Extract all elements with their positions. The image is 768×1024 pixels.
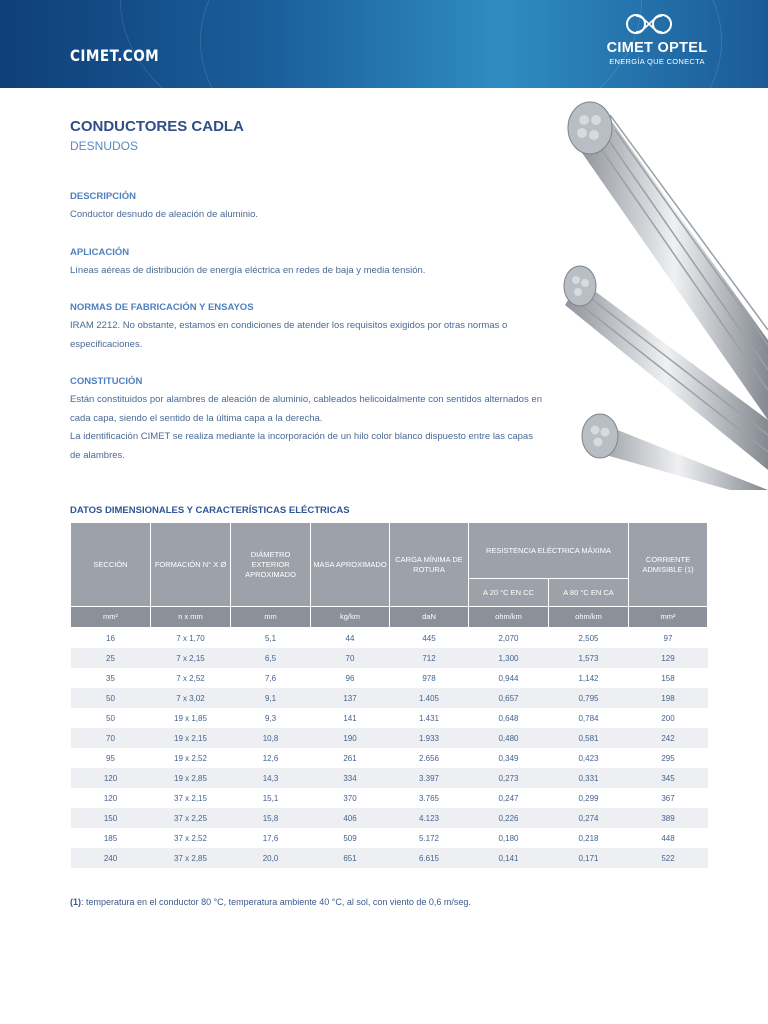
table-cell: 2,070 <box>498 633 519 643</box>
table-cell: 0,944 <box>498 673 519 683</box>
table-cell: 522 <box>629 848 708 868</box>
site-url[interactable]: CIMET.COM <box>70 46 160 65</box>
unit-cell: ohm/km <box>469 607 549 628</box>
table-cell: 712 <box>390 648 469 668</box>
table-cell: 10,8 <box>231 728 311 748</box>
table-cell: 129 <box>629 648 708 668</box>
table-cell: 3.397 <box>390 768 469 788</box>
table-cell: 19 x 1,85 <box>174 713 207 723</box>
table-row <box>71 808 708 828</box>
table-cell: 37 x 2,25 <box>151 808 231 828</box>
table-cell: 9,1 <box>231 688 311 708</box>
table-cell: 0,648 <box>498 713 519 723</box>
table-cell: 120 <box>103 793 118 803</box>
table-cell: 137 <box>311 688 390 708</box>
table-cell: 17,6 <box>262 833 279 843</box>
table-cell: 406 <box>311 808 390 828</box>
table-cell: 37 x 2,52 <box>174 833 207 843</box>
table-cell: 44 <box>345 633 355 643</box>
table-cell: 240 <box>71 848 151 868</box>
table-cell: 651 <box>311 848 390 868</box>
table-cell: 370 <box>343 793 357 803</box>
table-row <box>71 768 708 788</box>
table-cell: 5.172 <box>418 833 440 843</box>
table-cell: 0,226 <box>469 808 549 828</box>
product-subtitle: DESNUDOS <box>70 139 139 153</box>
table-cell: 15,1 <box>262 793 279 803</box>
col-header-carga: CARGA MÍNIMA DE ROTURA <box>390 523 469 607</box>
table-cell: 509 <box>343 833 357 843</box>
table-cell: 6,5 <box>231 648 311 668</box>
table-row <box>71 748 708 768</box>
brand-tagline: ENERGÍA QUE CONECTA <box>609 57 705 66</box>
table-cell: 0,274 <box>549 808 629 828</box>
product-title: CONDUCTORES CADLA <box>70 118 244 135</box>
table-row <box>71 688 708 708</box>
table-cell: 0,299 <box>578 793 599 803</box>
table-cell: 95 <box>106 753 115 763</box>
table-cell: 25 <box>71 648 151 668</box>
table-cell: 389 <box>629 808 708 828</box>
table-body <box>71 628 708 869</box>
table-cell: 37 x 2,15 <box>174 793 207 803</box>
table-cell: 0,581 <box>549 728 629 748</box>
table-cell: 16 <box>106 633 115 643</box>
table-cell: 295 <box>661 753 675 763</box>
table-cell: 190 <box>311 728 390 748</box>
table-cell: 19 x 2,15 <box>151 728 231 748</box>
table-row <box>71 788 708 808</box>
table-cell: 367 <box>661 793 675 803</box>
table-cell: 0,784 <box>578 713 599 723</box>
table-cell: 4.123 <box>390 808 469 828</box>
header-banner <box>0 0 768 88</box>
col-header-seccion: SECCIÓN <box>71 523 151 607</box>
table-cell: 0,423 <box>578 753 599 763</box>
table-cell: 7 x 1,70 <box>176 633 205 643</box>
table-title: DATOS DIMENSIONALES Y CARACTERÍSTICAS ELÉCTRICAS <box>70 505 350 516</box>
unit-cell: n x mm <box>151 607 231 628</box>
table-row <box>71 708 708 728</box>
table-cell: 1.933 <box>390 728 469 748</box>
footnote-marker: (1) <box>70 897 81 907</box>
table-cell: 198 <box>629 688 708 708</box>
table-cell: 0,795 <box>549 688 629 708</box>
col-header-masa: MASA APROXIMADO <box>311 523 390 607</box>
table-cell: 15,8 <box>231 808 311 828</box>
table-cell: 0,480 <box>469 728 549 748</box>
table-cell: 0,180 <box>498 833 519 843</box>
table-cell: 0,273 <box>469 768 549 788</box>
table-cell: 261 <box>343 753 357 763</box>
table-cell: 1,300 <box>469 648 549 668</box>
table-row <box>71 628 708 649</box>
col-header-r80: A 80 °C EN CA <box>549 579 629 607</box>
section-heading-descripcion: DESCRIPCIÓN <box>70 191 136 202</box>
table-row <box>71 728 708 748</box>
table-cell: 50 <box>71 688 151 708</box>
table-cell: 12,6 <box>262 753 279 763</box>
table-cell: 37 x 2,85 <box>151 848 231 868</box>
table-cell: 5,1 <box>264 633 277 643</box>
col-header-diametro: DIÁMETRO EXTERIOR APROXIMADO <box>231 523 311 607</box>
table-cell: 7 x 2,52 <box>176 673 205 683</box>
table-cell: 0,247 <box>498 793 519 803</box>
table-cell: 141 <box>343 713 357 723</box>
table-cell: 1.431 <box>418 713 440 723</box>
table-row <box>71 668 708 688</box>
table-cell: 978 <box>422 673 436 683</box>
section-text-aplicacion: Líneas aéreas de distribución de energía eléctrica en redes de baja y media tensión. <box>70 265 426 276</box>
table-cell: 7,6 <box>264 673 277 683</box>
table-cell: 35 <box>106 673 115 683</box>
table-cell: 150 <box>71 808 151 828</box>
section-text-constitucion: Están constituidos por alambres de aleación de aluminio, cableados helicoidalmente con sentidos alternados en cada capa, siendo el sentido de la última capa a la derecha. <box>70 394 542 424</box>
section-heading-aplicacion: APLICACIÓN <box>70 247 130 258</box>
section-text-normas: IRAM 2212. No obstante, estamos en condiciones de atender los requisitos exigidos por otras normas o especificaciones. <box>70 320 508 350</box>
table-cell: 448 <box>661 833 675 843</box>
footnote-text: : temperatura en el conductor 80 °C, temperatura ambiente 40 °C, al sol, con viento de 0,6 m/seg. <box>81 897 471 907</box>
table-cell: 0,657 <box>469 688 549 708</box>
table-cell: 2.656 <box>418 753 440 763</box>
footnote <box>70 897 471 907</box>
table-cell: 0,331 <box>549 768 629 788</box>
table-cell: 3.765 <box>418 793 440 803</box>
data-table <box>70 522 708 868</box>
table-cell: 334 <box>311 768 390 788</box>
table-cell: 9,3 <box>264 713 277 723</box>
unit-cell: mm² <box>71 607 151 628</box>
section-text-descripcion: Conductor desnudo de aleación de aluminio. <box>70 209 259 220</box>
table-cell: 0,218 <box>578 833 599 843</box>
table-cell: 158 <box>661 673 675 683</box>
table-cell: 70 <box>311 648 390 668</box>
table-cell: 0,171 <box>549 848 629 868</box>
col-header-formacion: FORMACIÓN N° X Ø <box>151 523 231 607</box>
table-cell: 7 x 2,15 <box>151 648 231 668</box>
col-header-r20: A 20 °C EN CC <box>469 579 549 607</box>
col-header-resistencia: RESISTENCIA ELÉCTRICA MÁXIMA <box>469 523 629 579</box>
unit-cell: kg/km <box>311 607 390 628</box>
table-cell: 19 x 2,52 <box>174 753 207 763</box>
unit-cell: daN <box>390 607 469 628</box>
unit-cell: ohm/km <box>549 607 629 628</box>
table-cell: 345 <box>629 768 708 788</box>
table-cell: 96 <box>345 673 355 683</box>
unit-cell: mm² <box>629 607 708 628</box>
table-cell: 2,505 <box>578 633 599 643</box>
table-row <box>71 648 708 668</box>
table-cell: 242 <box>629 728 708 748</box>
units-row <box>71 607 708 628</box>
table-cell: 6.615 <box>390 848 469 868</box>
col-header-corriente: CORRIENTE ADMISIBLE (1) <box>629 523 708 607</box>
table-cell: 185 <box>103 833 118 843</box>
table-cell: 50 <box>106 713 115 723</box>
brand-name: CIMET OPTEL <box>606 40 708 56</box>
table-cell: 20,0 <box>231 848 311 868</box>
table-row <box>71 828 708 848</box>
table-row <box>71 848 708 868</box>
table-cell: 1.405 <box>390 688 469 708</box>
table-cell: 445 <box>422 633 436 643</box>
section-heading-normas: NORMAS DE FABRICACIÓN Y ENSAYOS <box>70 302 254 313</box>
table-cell: 120 <box>71 768 151 788</box>
table-cell: 1,142 <box>578 673 599 683</box>
table-cell: 97 <box>663 633 673 643</box>
cimet-logo-icon <box>622 10 676 38</box>
table-cell: 0,141 <box>469 848 549 868</box>
table-cell: 200 <box>661 713 675 723</box>
section-text-identificacion: La identificación CIMET se realiza mediante la incorporación de un hilo color blanco dispuesto entre las capas de alambres. <box>70 431 533 461</box>
table-cell: 70 <box>71 728 151 748</box>
table-cell: 0,349 <box>498 753 519 763</box>
table-cell: 7 x 3,02 <box>151 688 231 708</box>
table-cell: 19 x 2,85 <box>151 768 231 788</box>
section-heading-constitucion: CONSTITUCIÓN <box>70 376 143 387</box>
unit-cell: mm <box>231 607 311 628</box>
aluminum-cable-illustration <box>560 90 768 490</box>
table-cell: 1,573 <box>549 648 629 668</box>
table-cell: 14,3 <box>231 768 311 788</box>
